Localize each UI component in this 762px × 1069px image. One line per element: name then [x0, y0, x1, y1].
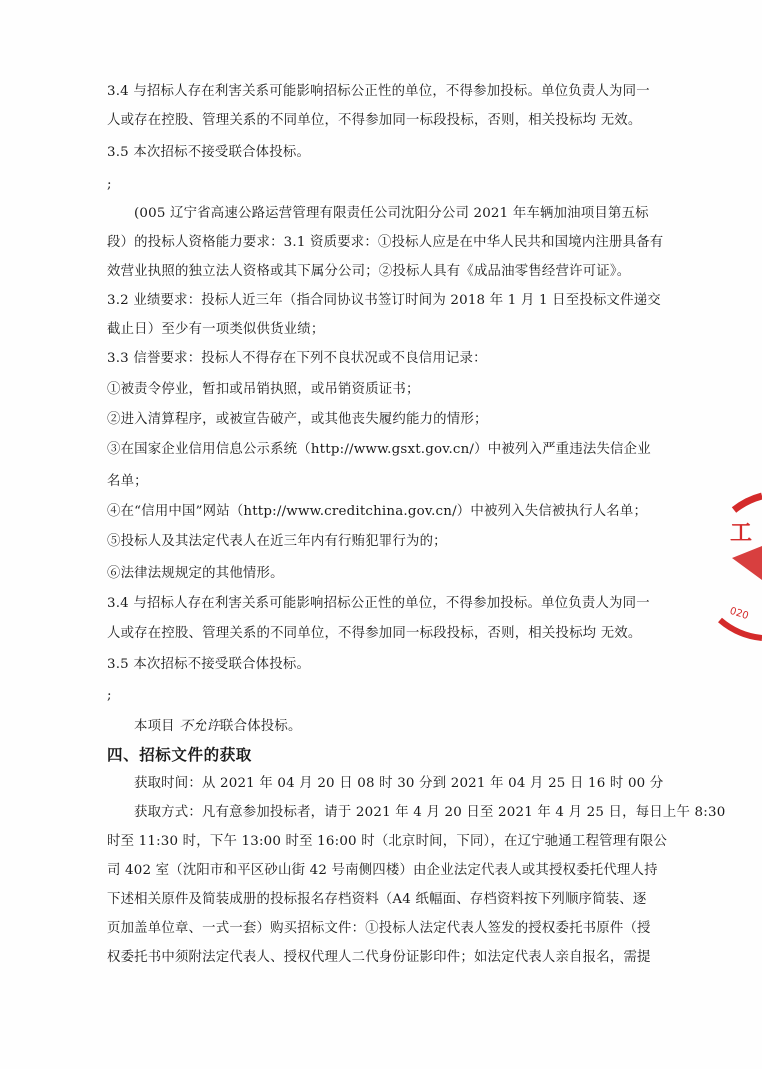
- project-note-emphasis: 不允许: [179, 719, 221, 734]
- list-item: ②进入清算程序，或被宣告破产，或其他丧失履约能力的情形；: [107, 412, 488, 427]
- list-item: 名单；: [107, 474, 148, 489]
- paragraph-line: 3.4 与招标人存在利害关系可能影响招标公正性的单位，不得参加投标。单位负责人为同一: [107, 84, 650, 99]
- paragraph-line: 页加盖单位章、一式一套）购买招标文件：①投标人法定代表人签发的授权委托书原件（授: [107, 921, 651, 936]
- project-note: [134, 717, 647, 737]
- paragraph-line: 司 402 室（沈阳市和平区砂山街 42 号南侧四楼）由企业法定代表人或其授权委托代理人持: [107, 863, 658, 878]
- paragraph-line: 3.5 本次招标不接受联合体投标。: [107, 657, 311, 672]
- paragraph-line: 截止日）至少有一项类似供货业绩；: [107, 322, 325, 337]
- paragraph-line: 人或存在控股、管理关系的不同单位，不得参加同一标段投标，否则，相关投标均 无效。: [107, 113, 642, 128]
- seal-glyph-top: 工: [730, 520, 753, 546]
- seal-glyph-bottom: 020: [728, 605, 750, 623]
- list-item: ③在国家企业信用信息公示系统（http://www.gsxt.gov.cn/）中被列入严重违法失信企业: [107, 442, 651, 457]
- paragraph-line: 效营业执照的独立法人资格或其下属分公司；②投标人具有《成品油零售经营许可证》。: [107, 264, 631, 279]
- seal-ring-top: [734, 496, 762, 510]
- red-seal-stamp: [700, 488, 762, 648]
- paragraph-line: (005 辽宁省高速公路运营管理有限责任公司沈阳分公司 2021 年车辆加油项目第五标: [134, 206, 649, 221]
- paragraph-line: 权委托书中须附法定代表人、授权代理人二代身份证影印件；如法定代表人亲自报名，需提: [107, 950, 651, 965]
- project-note-prefix: 本项目: [134, 719, 180, 734]
- paragraph-line: 时至 11:30 时，下午 13:00 时至 16:00 时（北京时间，下同），在辽宁驰通工程管理有限公: [107, 834, 668, 849]
- separator-line: ;: [107, 688, 112, 703]
- list-item: ⑤投标人及其法定代表人在近三年内有行贿犯罪行为的；: [107, 534, 447, 549]
- seal-star: [732, 546, 762, 580]
- acquisition-method: 获取方式：凡有意参加投标者，请于 2021 年 4 月 20 日至 2021 年 4 月 25 日，每日上午 8:30: [134, 805, 726, 820]
- list-item: ⑥法律法规规定的其他情形。: [107, 566, 284, 581]
- section-heading: 四、招标文件的获取: [107, 746, 252, 764]
- project-note-suffix: 联合体投标。: [220, 719, 302, 734]
- paragraph-line: 3.5 本次招标不接受联合体投标。: [107, 145, 311, 160]
- seal-graphic: [700, 488, 762, 648]
- paragraph-line: 3.2 业绩要求：投标人近三年（指合同协议书签订时间为 2018 年 1 月 1 日至投标文件递交: [107, 293, 661, 308]
- paragraph-line: 3.3 信誉要求：投标人不得存在下列不良状况或不良信用记录：: [107, 351, 487, 366]
- paragraph-line: 下述相关原件及简装成册的投标报名存档资料（A4 纸幅面、存档资料按下列顺序简装、逐: [107, 892, 647, 907]
- paragraph-line: 3.4 与招标人存在利害关系可能影响招标公正性的单位，不得参加投标。单位负责人为同一: [107, 596, 650, 611]
- paragraph-line: 人或存在控股、管理关系的不同单位，不得参加同一标段投标，否则，相关投标均 无效。: [107, 626, 642, 641]
- paragraph-line: 段）的投标人资格能力要求：3.1 资质要求：①投标人应是在中华人民共和国境内注册具备有: [107, 235, 664, 250]
- acquisition-time: 获取时间：从 2021 年 04 月 20 日 08 时 30 分到 2021 年 04 月 25 日 16 时 00 分: [134, 776, 664, 791]
- list-item: ④在“信用中国”网站（http://www.creditchina.gov.cn/）中被列入失信被执行人名单；: [107, 504, 648, 519]
- separator-line: ;: [107, 177, 112, 192]
- list-item: ①被责令停业，暂扣或吊销执照，或吊销资质证书；: [107, 382, 420, 397]
- seal-ring-bottom: [720, 620, 762, 638]
